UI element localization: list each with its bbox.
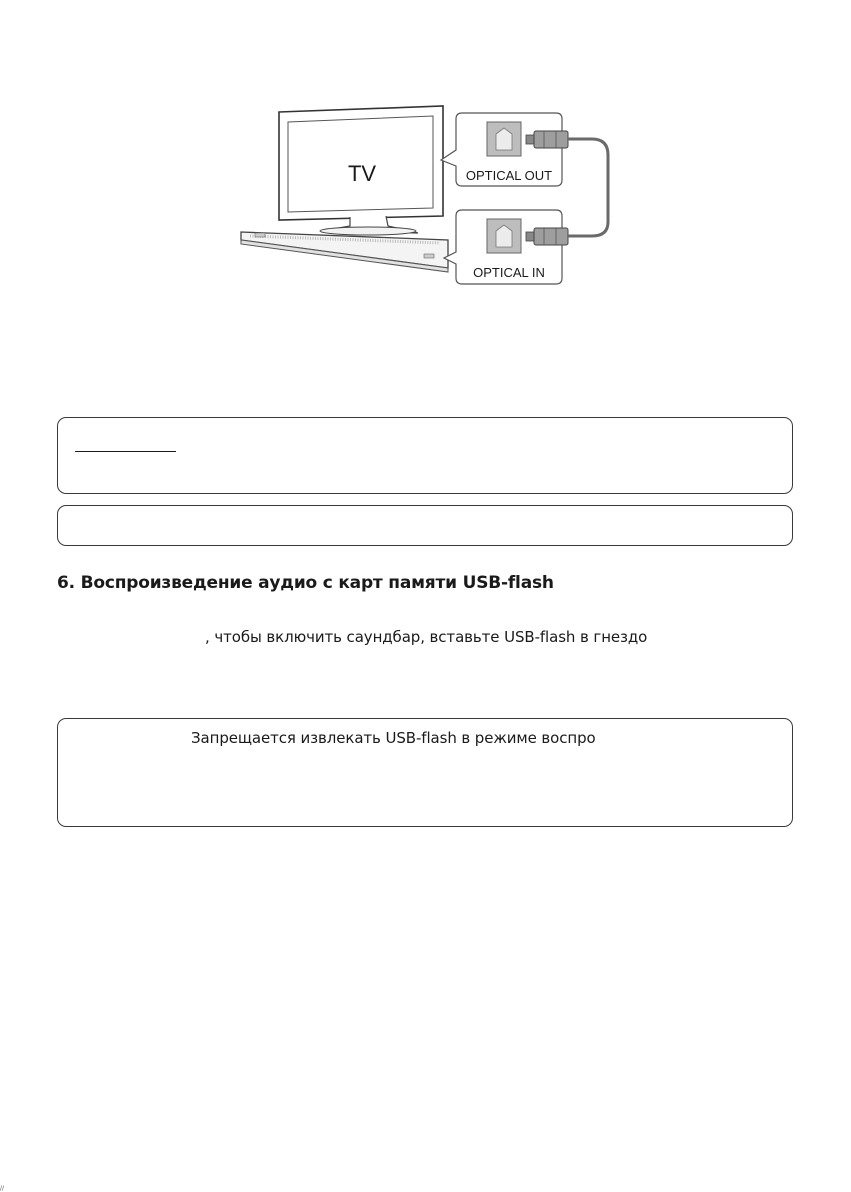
note-title-underline <box>75 451 176 452</box>
section-heading: 6. Воспроизведение аудио с карт памяти USB-flash <box>57 573 554 593</box>
soundbar-illustration <box>241 232 448 272</box>
info-box <box>57 505 793 546</box>
tv-label: TV <box>347 161 377 186</box>
optical-in-label: OPTICAL IN <box>473 265 545 280</box>
corner-mark: // <box>0 1185 5 1192</box>
optical-out-label: OPTICAL OUT <box>465 168 553 183</box>
section-body-text: , чтобы включить саундбар, вставьте USB-flash в гнездо <box>205 628 648 646</box>
optical-connection-diagram <box>0 0 851 300</box>
warning-text: Запрещается извлекать USB-flash в режиме воспро <box>191 729 596 747</box>
note-box <box>57 417 793 494</box>
optical-cable <box>568 139 608 236</box>
